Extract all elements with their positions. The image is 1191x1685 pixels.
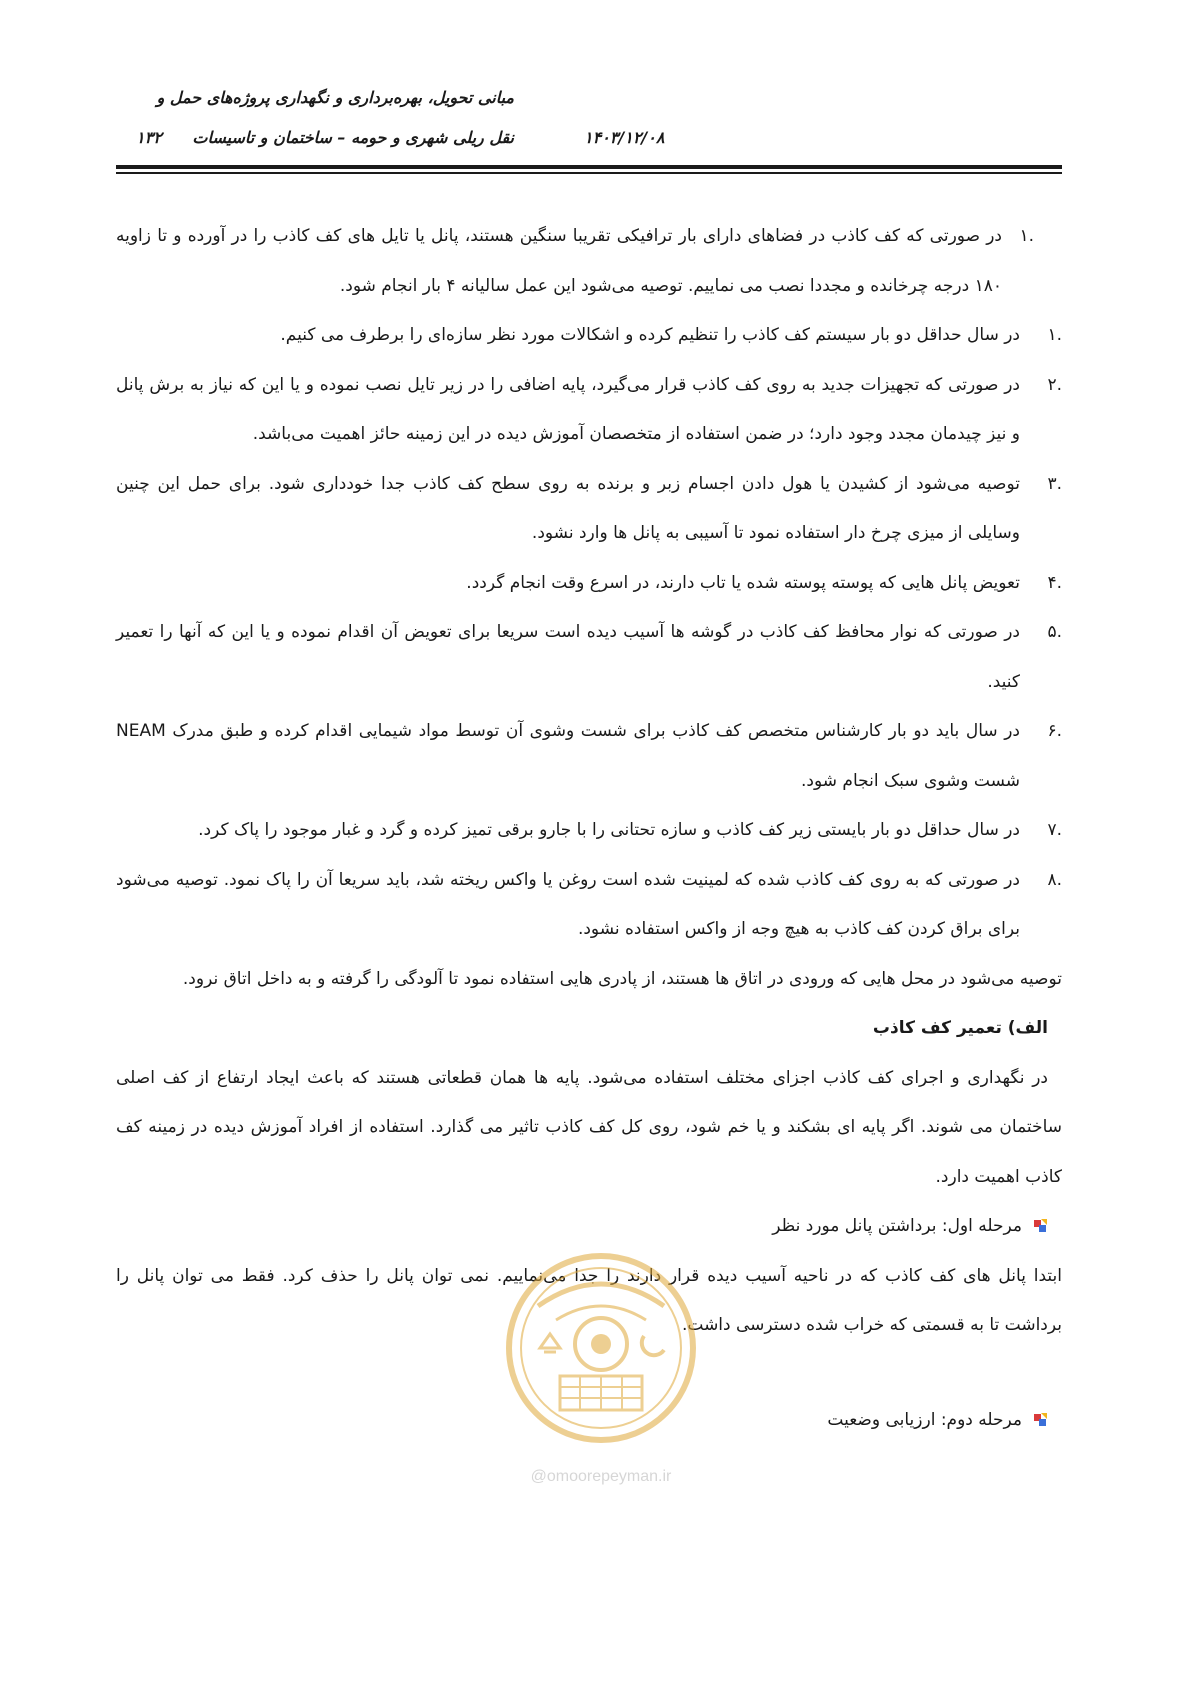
list-item-number: .۱ (1047, 325, 1062, 345)
list-item-text: در سال باید دو بار کارشناس متخصص کف کاذب برای شست وشوی آن توسط مواد شیمایی اقدام کرده و طبق مدرک NEAM شست وشوی سبک انجام شود. (116, 721, 1020, 791)
list-item-text: در صورتی که کف کاذب در فضاهای دارای بار ترافیکی تقریبا سنگین هستند، پانل یا تایل های کف کاذب را در آورده و تا زاویه ۱۸۰ درجه چرخانده و مجددا نصب می نماییم. توصیه می‌شود این عمل سالیانه ۴ بار انجام شود. (116, 226, 1002, 296)
list-item-text: در سال حداقل دو بار بایستی زیر کف کاذب و سازه تحتانی را با جارو برقی تمیز کرده و گرد و غبار موجود را پاک کرد. (198, 820, 1020, 840)
list-item (116, 608, 1062, 707)
list-item (116, 559, 1062, 609)
list-item-text: در سال حداقل دو بار سیستم کف کاذب را تنظیم کرده و اشکالات مورد نظر سازه‌ای را برطرف می کنیم. (280, 325, 1020, 345)
header-rule-thick (116, 165, 1062, 169)
list-item (116, 707, 1062, 806)
list-item (116, 856, 1062, 955)
list-item (116, 311, 1062, 361)
header-date: ۱۴۰۳/۱۲/۰۸ (584, 128, 665, 147)
watermark-url: @omoorepeyman.ir (530, 1468, 672, 1485)
list-item-number: .۶ (1047, 721, 1062, 741)
list-item-number: .۷ (1047, 820, 1062, 840)
step-2 (116, 1396, 1062, 1446)
list-item-text: در صورتی که نوار محافظ کف کاذب در گوشه ها آسیب دیده است سریعا برای تعویض آن اقدام نموده و یا این که آنها را تعمیر کنید. (116, 622, 1020, 692)
list-item (116, 361, 1062, 460)
paragraph-step1: ابتدا پانل های کف کاذب که در ناحیه آسیب دیده قرار دارند را جدا می‌نماییم. نمی توان پانل را حذف کرد. فقط می توان پانل را برداشت تا به قسمتی که خراب شده دسترسی داشت. (116, 1265, 1062, 1335)
list-item-number: .۸ (1047, 869, 1062, 890)
header-rule-thin (116, 172, 1062, 174)
step-1-label: مرحله اول: برداشتن پانل مورد نظر (772, 1216, 1022, 1236)
list-item-number: .۱ (1019, 226, 1034, 246)
spacer (116, 1351, 1062, 1396)
list-item-text: در صورتی که تجهیزات جدید به روی کف کاذب قرار می‌گیرد، پایه اضافی را در زیر تایل نصب نموده و یا این که نیاز به برش پانل و نیز چیدمان مجدد وجود دارد؛ در ضمن استفاده از متخصصان آموزش دیده در این زمینه حائز اهمیت می‌باشد. (116, 374, 1020, 444)
page-number: ۱۳۲ (136, 128, 162, 147)
list-item-number: .۵ (1047, 622, 1062, 642)
section-heading: الف) تعمیر کف کاذب (872, 1018, 1048, 1038)
header-title-line2: نقل ریلی شهری و حومه – ساختمان و تاسیسات (192, 128, 514, 147)
header-title-line1: مبانی تحویل، بهره‌برداری و نگهداری پروژه‌های حمل و (156, 88, 514, 107)
list-item-number: .۲ (1047, 374, 1062, 395)
paragraph-mats: توصیه می‌شود در محل هایی که ورودی در اتاق ها هستند، از پادری هایی استفاده نمود تا آلودگی را گرفته و به داخل اتاق نرود. (182, 968, 1062, 989)
list-item-text: توصیه می‌شود از کشیدن یا هول دادن اجسام زبر و برنده به روی سطح کف کاذب جدا خودداری شود. برای حمل این چنین وسایلی از میزی چرخ دار استفاده نمود تا آسیبی به پانل ها وارد نشود. (116, 473, 1020, 543)
list-item-number: .۳ (1047, 473, 1062, 494)
page-body (116, 212, 1062, 1445)
list-item-text: تعویض پانل هایی که پوسته پوسته شده یا تاب دارند، در اسرع وقت انجام گردد. (466, 572, 1020, 593)
bullet-arrow-icon (1032, 1218, 1048, 1234)
list-item (116, 460, 1062, 559)
step-2-label: مرحله دوم: ارزیابی وضعیت (827, 1409, 1022, 1430)
list-item (116, 806, 1062, 856)
step-1 (116, 1202, 1062, 1252)
list-item-number: .۴ (1047, 572, 1062, 593)
list-item-text: در صورتی که به روی کف کاذب شده که لمینیت شده است روغن یا واکس ریخته شد، باید سریعا آن را پاک نمود. توصیه می‌شود برای براق کردن کف کاذب به هیچ وجه از واکس استفاده نشود. (116, 869, 1020, 939)
bullet-arrow-icon (1032, 1412, 1048, 1428)
list-item (116, 212, 1062, 311)
maintenance-list (116, 212, 1062, 955)
page-header (116, 80, 1062, 180)
paragraph-repair: در نگهداری و اجرای کف کاذب اجزای مختلف استفاده می‌شود. پایه ها همان قطعاتی هستند که باعث ایجاد ارتفاع از کف اصلی ساختمان می شوند. اگر پایه ای بشکند و یا خم شود، روی کل کف کاذب تاثیر می گذارد. استفاده از افراد آموزش دیده در زمینه کف کاذب اهمیت دارد. (116, 1067, 1062, 1187)
